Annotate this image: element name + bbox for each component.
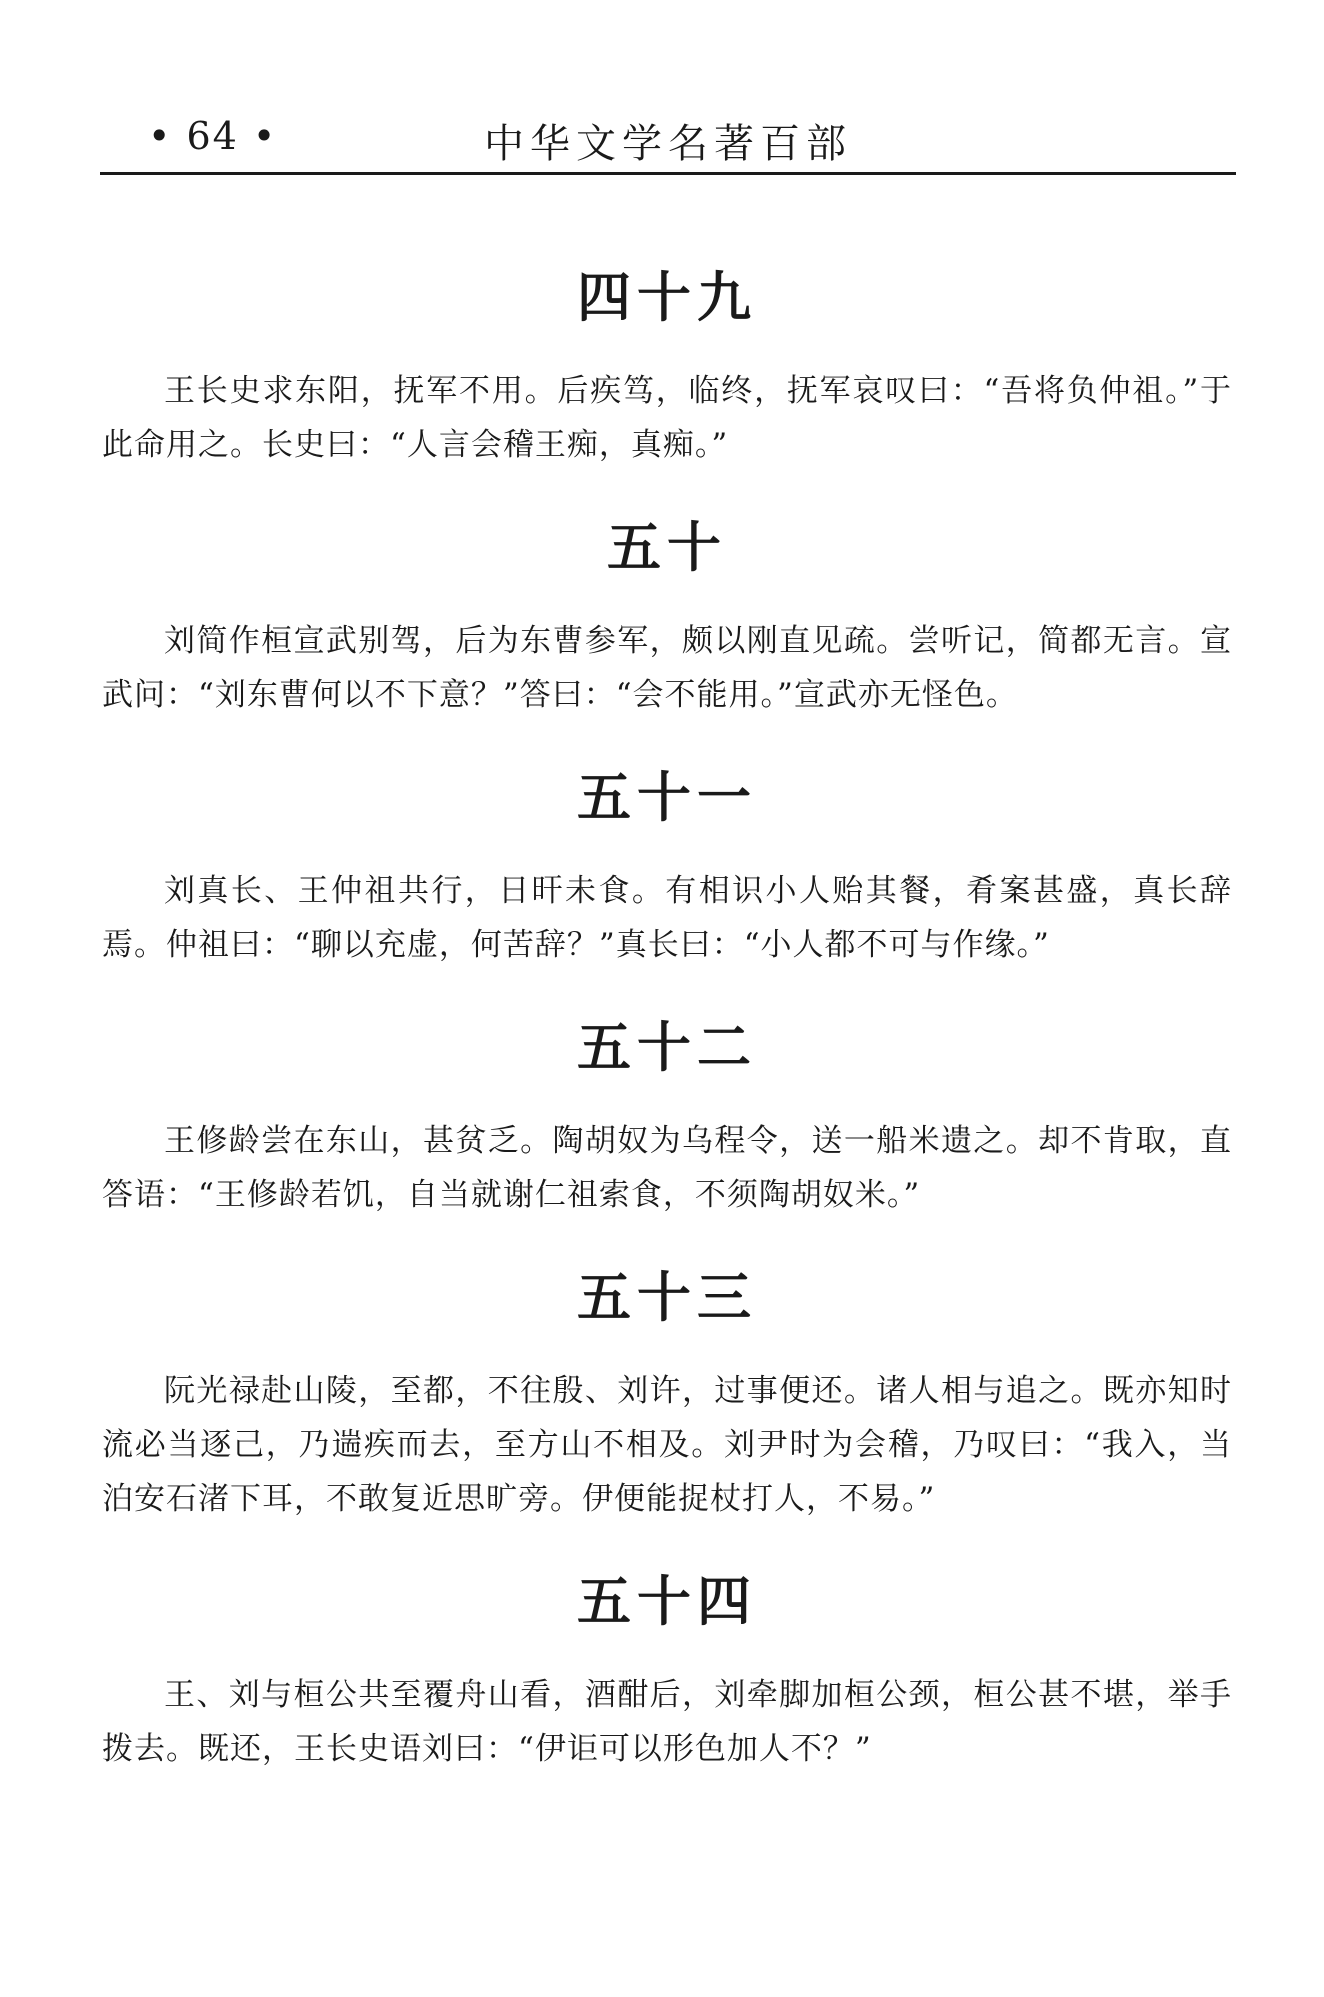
section-text: 王、刘与桓公共至覆舟山看，酒酣后，刘牵脚加桓公颈，桓公甚不堪，举手拨去。既还，王长史语刘曰：“伊讵可以形色加人不？” <box>102 1677 1232 1767</box>
section-heading: 五十一 <box>577 766 757 829</box>
section-51 <box>102 762 1232 972</box>
section-heading: 五十二 <box>577 1016 757 1079</box>
section-50 <box>102 512 1232 722</box>
section-52 <box>102 1012 1232 1222</box>
book-title: 中华文学名著百部 <box>484 121 852 167</box>
section-text: 王长史求东阳，抚军不用。后疾笃，临终，抚军哀叹曰：“吾将负仲祖。”于此命用之。长史曰：“人言会稽王痴，真痴。” <box>102 373 1232 463</box>
section-49 <box>102 262 1232 472</box>
section-54 <box>102 1566 1232 1776</box>
page-number: • 64 • <box>148 114 278 158</box>
section-heading: 五十三 <box>577 1266 757 1329</box>
section-heading: 五十四 <box>577 1570 757 1633</box>
section-53 <box>102 1262 1232 1526</box>
page-content <box>102 262 1232 1816</box>
section-text: 刘简作桓宣武别驾，后为东曹参军，颇以刚直见疏。尝听记，简都无言。宣武问：“刘东曹何以不下意？”答曰：“会不能用。”宣武亦无怪色。 <box>102 623 1232 713</box>
section-text: 阮光禄赴山陵，至都，不往殷、刘许，过事便还。诸人相与追之。既亦知时流必当逐己，乃遄疾而去，至方山不相及。刘尹时为会稽，乃叹曰：“我入，当泊安石渚下耳，不敢复近思旷旁。伊便能捉杖打人，不易。” <box>102 1373 1232 1517</box>
page-header <box>100 108 1236 175</box>
section-text: 刘真长、王仲祖共行，日旰未食。有相识小人贻其餐，肴案甚盛，真长辞焉。仲祖曰：“聊以充虚，何苦辞？”真长曰：“小人都不可与作缘。” <box>102 873 1232 963</box>
section-heading: 四十九 <box>577 266 757 329</box>
section-heading: 五十 <box>607 516 727 579</box>
section-text: 王修龄尝在东山，甚贫乏。陶胡奴为乌程令，送一船米遗之。却不肯取，直答语：“王修龄若饥，自当就谢仁祖索食，不须陶胡奴米。” <box>102 1123 1232 1213</box>
